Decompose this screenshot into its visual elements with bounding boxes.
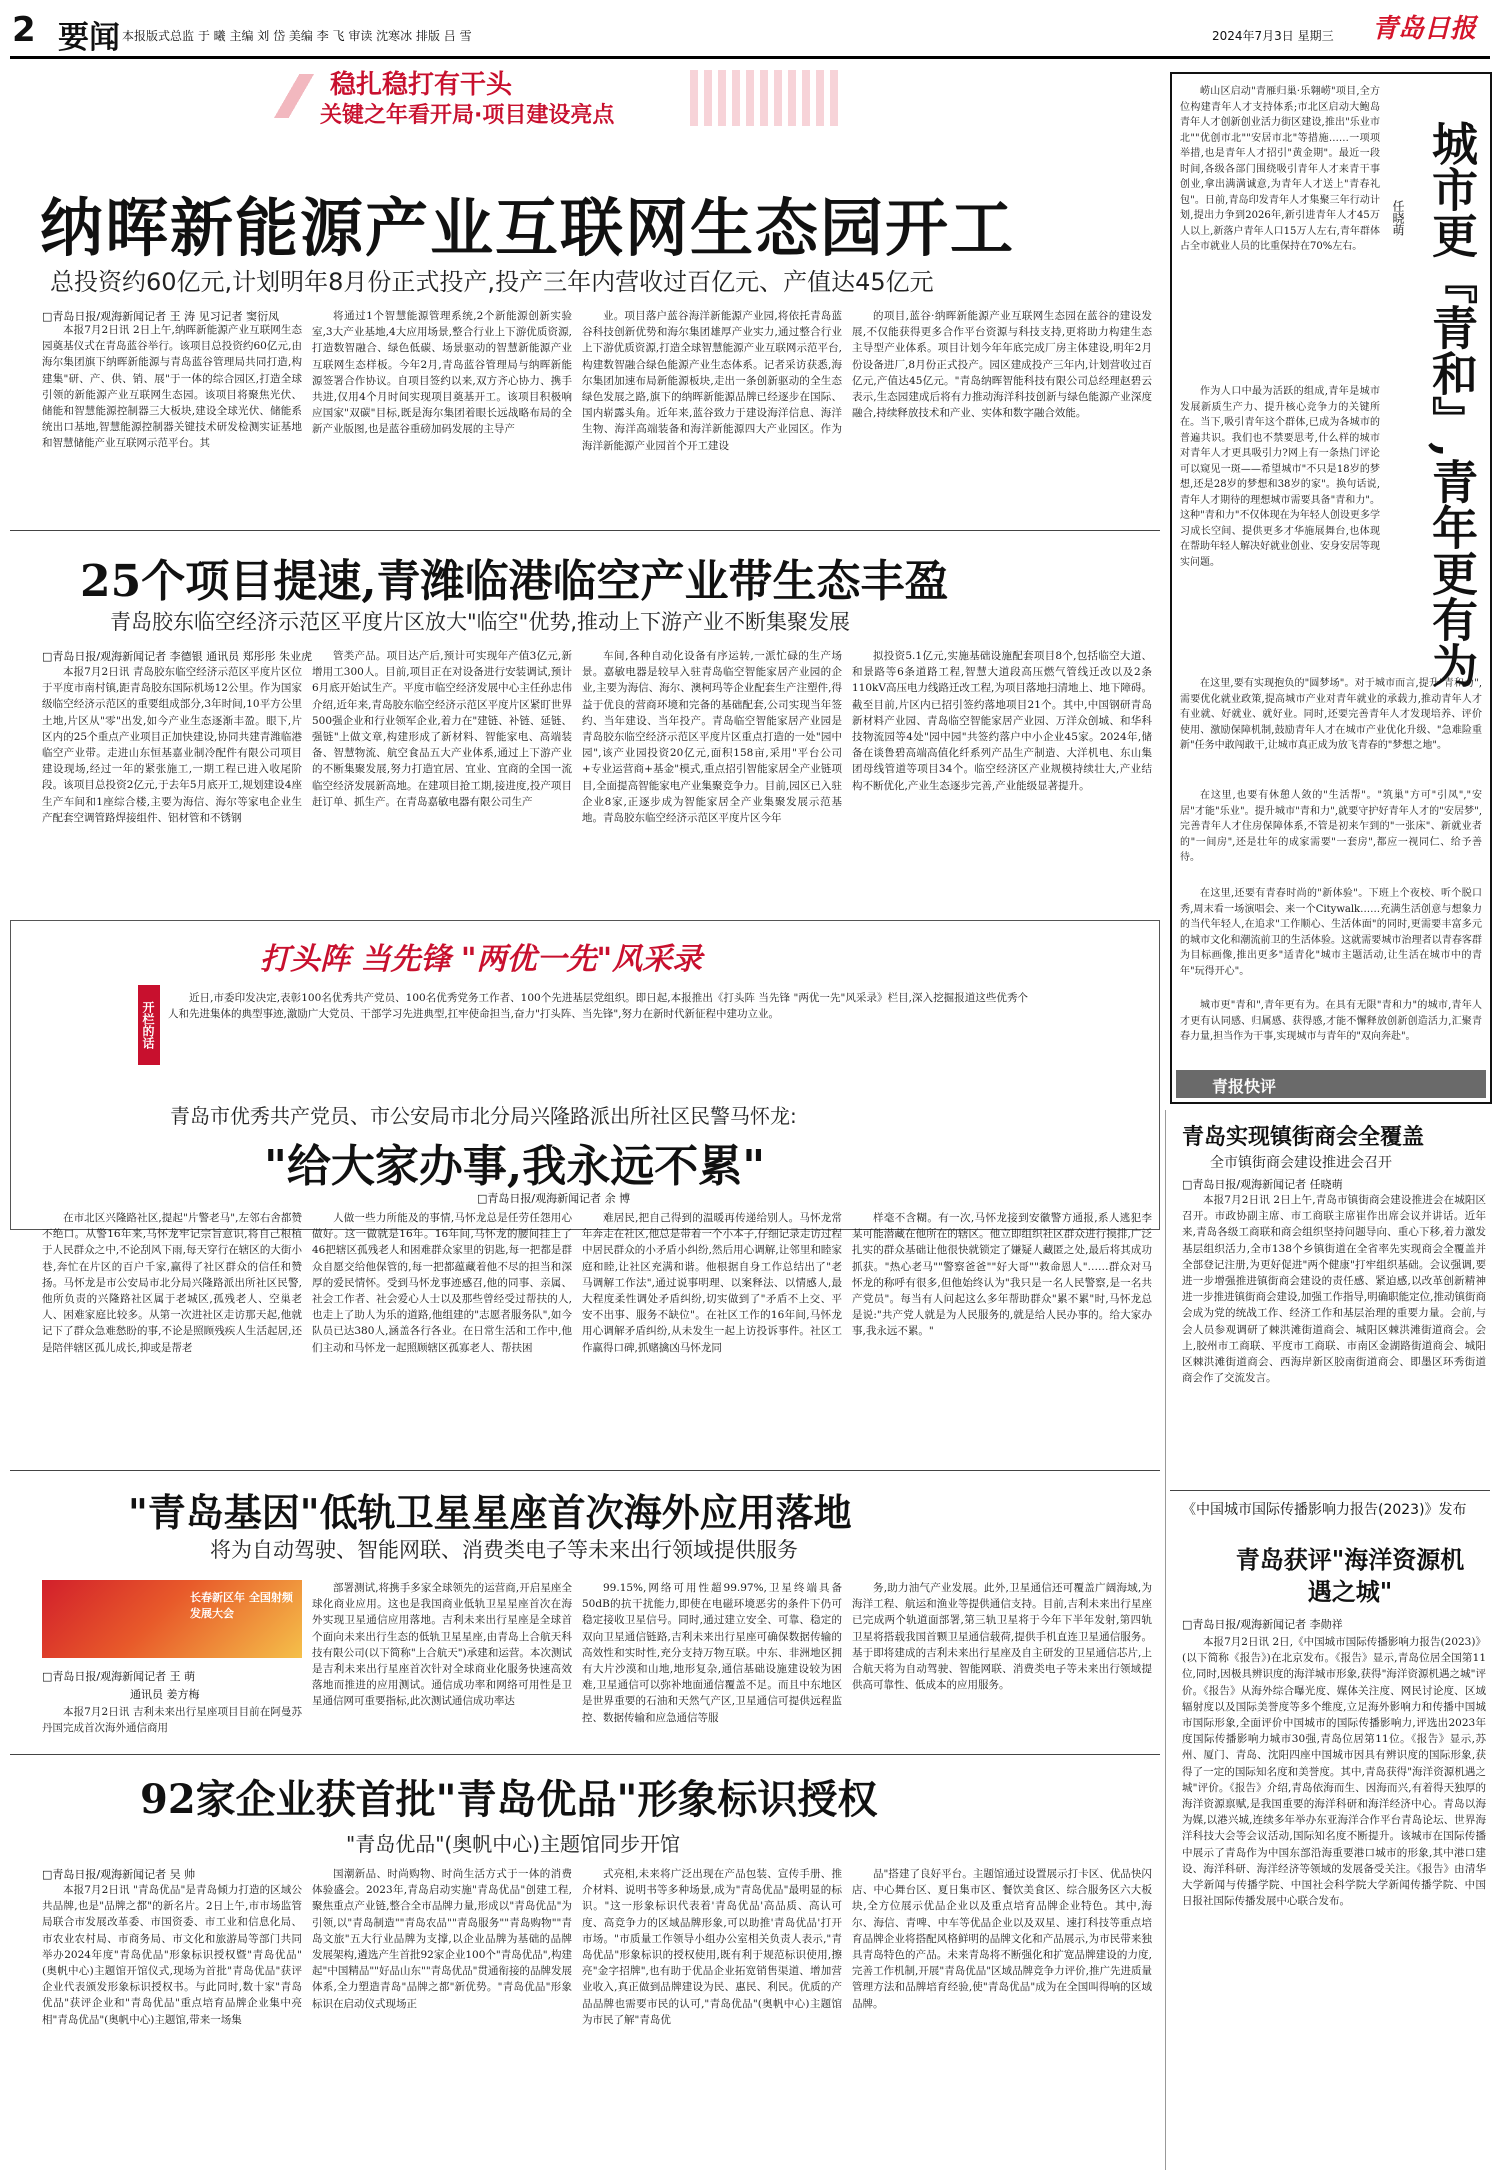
lead-column-1: 本报7月2日讯 2日上午,纳晖新能源产业互联网生态园奠基仪式在青岛蓝谷举行。该项目总投资约60亿元,由海尔集团旗下纳晖新能源与青岛蓝谷管理局共同打造,构建集"研、产、供、销、展"于一体的综合园区,打造全球引领的新能源产业互联网生态园。该项目将聚焦光伏、储能和智慧能源控制器三大板块,建设全球光伏、储能系统出口基地,智慧能源控制器关键技术研发检测实证基地和智慧储能产业互联网示范平台。其 xyxy=(42,324,302,450)
product-column-1: 本报7月2日讯 "青岛优品"是青岛倾力打造的区域公共品牌,也是"品牌之都"的新名片。2日上午,市市场监管局联合市发展改革委、市国资委、市工业和信息化局、市农业农村局、市商务局、市文化和旅游局等部门共同举办2024年度"青岛优品"形象标识授权暨"青岛优品"(奥帆中心)主题馆开馆仪式,现场为首批"青岛优品"获评企业代表颁发形象标识授权书。与此同时,数十家"青岛优品"获评企业和"青岛优品"重点培育品牌企业集中亮相"青岛优品"(奥帆中心)主题馆,带来一场集 xyxy=(42,1884,302,2026)
satellite-column-3: 99.15%,网络可用性超99.97%,卫星终端具备50dB的抗干扰能力,即使在电磁环境恶劣的条件下仍可稳定接收卫星信号。同时,通过建立安全、可靠、稳定的双向卫星通信链路,吉利未来出行星座可确保数据传输的高效性和实时性,充分支持万物互联。中东、非洲地区拥有大片沙漠和山地,地形复杂,通信基础设施建设较为困难,卫星通信可以弥补地面通信覆盖不足。而且中东地区是世界重要的石油和天然气产区,卫星通信可提供远程监控、数据传输和应急通信等服 xyxy=(582,1582,842,1724)
report-kicker: 《中国城市国际传播影响力报告(2023)》发布 xyxy=(1182,1502,1467,1518)
newspaper-logo: 青岛日报 xyxy=(1372,14,1477,44)
honor-kicker: 青岛市优秀共产党员、市公安局市北分局兴隆路派出所社区民警马怀龙: xyxy=(170,1104,797,1128)
product-headline: 92家企业获首批"青岛优品"形象标识授权 xyxy=(140,1776,878,1823)
masthead-rule xyxy=(10,56,1490,59)
second-column-1: 本报7月2日讯 青岛胶东临空经济示范区平度片区位于平度市南村镇,距青岛胶东国际机场12公里。作为国家级临空经济示范区的重要组成部分,3年时间,10平方公里土地,片区从"零"出发,如今产业生态逐渐丰盈。眼下,片区内的25个重点产业项目正加快建设,协同共建青潍临港临空产业带。走进山东恒基嘉业制冷配件有限公司项目建设现场,经过一年的紧张施工,一期工程已进入收尾阶段。该项目总投资2亿元,于去年5月底开工,规划建设4座生产车间和1座综合楼,主要为海信、海尔等家电企业生产配套空调管路焊接组件、铝材管和不锈钢 xyxy=(42,666,302,824)
chamber-subheadline: 全市镇街商会建设推进会召开 xyxy=(1210,1155,1392,1171)
lead-column-3: 业。项目落户蓝谷海洋新能源产业园,将依托青岛蓝谷科技创新优势和海尔集团雄厚产业实力,通过整合行业上下游优质资源,打造全球智慧能源产业互联网示范平台,构建数智融合绿色能源产业生态体系。记者采访获悉,海尔集团加速布局新能源板块,走出一条创新驱动的全生态绿色发展之路,旗下的纳晖新能源品牌已经逐步在国际、国内崭露头角。近年来,蓝谷致力于建设海洋信息、海洋生物、海洋高端装备和海洋新能源四大产业园区。作为海洋新能源产业园首个开工建设 xyxy=(582,310,842,452)
satellite-byline: □青岛日报/观海新闻记者 王 萌 xyxy=(42,1670,196,1683)
product-column-2: 国潮新品、时尚购物、时尚生活方式于一体的消费体验盛会。2023年,青岛启动实施"青岛优品"创建工程,聚焦重点产业链,整合全市品牌力量,形成以"青岛优品"为引领,以"青岛制造""青岛农品""青岛服务""青岛购物""青岛文旅"五大行业品牌为支撑,以企业品牌为基础的品牌发展架构,遴选产生首批92家企业100个"青岛优品",构建起"中国精品""好品山东""青岛优品"贯通衔接的品牌发展体系,全力塑造青岛"品牌之都"新优势。"青岛优品"形象标识在启动仪式现场正 xyxy=(312,1868,572,2010)
commentary-footer-badge: 青报快评 xyxy=(1212,1077,1277,1096)
chamber-body: 本报7月2日讯 2日上午,青岛市镇街商会建设推进会在城阳区召开。市政协副主席、市工商联主席崔作出席会议并讲话。近年来,青岛各级工商联和商会组织坚持问题导向、重心下移,着力激发基层组织活力,全市138个乡镇街道在全省率先实现商会全覆盖并全部登记注册,为更好促进"两个健康"打牢组织基础。会议强调,要进一步增强推进镇街商会建设的责任感、紧迫感,以改革创新精神进一步推进镇街商会建设,加强工作指导,明确职能定位,推动镇街商会成为党的统战工作、经济工作和基层治理的重要力量。会前,与会人员参观调研了棘洪滩街道商会、城阳区棘洪滩街道商会。会上,胶州市工商联、平度市工商联、市南区金湖路街道商会、城阳区棘洪滩街道商会、西海岸新区胶南街道商会、即墨区环秀街道商会作了交流发言。 xyxy=(1182,1194,1486,1385)
honor-column-3: 难居民,把自己得到的温暖再传递给别人。马怀龙常年奔走在社区,他总是带着一个小本子,仔细记录走访过程中居民群众的小矛盾小纠纷,然后用心调解,让邻里和睦家庭和睦,让社区充满和谐。他根据自身工作总结出了"老马调解工作法",通过说事明理、以案释法、以情感人,最大程度柔性调处矛盾纠纷,切实做到了"矛盾不上交、平安不出事、服务不缺位"。在社区工作的16年间,马怀龙用心调解矛盾纠纷,从未发生一起上访投诉事件。社区工作赢得口碑,抓赌擒凶马怀龙同 xyxy=(582,1212,842,1354)
commentary-para-1: 崂山区启动"青雁归巢·乐翱崂"项目,全方位构建青年人才支持体系;市北区启动大鲍岛青年人才创新创业活力街区建设,推出"乐业市北""优创市北""安居市北"等措施……一项项举措,也是青年人才招引"黄金期"。最近一段时间,各级各部门围绕吸引青年人才来青干事创业,拿出满满诚意,为青年人才送上"青春礼包"。日前,青岛印发青年人才集聚三年行动计划,提出力争到2026年,新引进青年人才45万人以上,新落户青年人口15万人左右,青年群体占全市就业人员的比重保持在70%左右。 xyxy=(1180,86,1380,252)
second-subheadline: 青岛胶东临空经济示范区平度片区放大"临空"优势,推动上下游产业不断集聚发展 xyxy=(110,610,850,634)
honor-banner: 打头阵 当先锋 "两优一先"风采录 xyxy=(260,942,703,977)
lead-subheadline: 总投资约60亿元,计划明年8月份正式投产,投产三年内营收过百亿元、产值达45亿元 xyxy=(50,268,934,296)
chamber-headline: 青岛实现镇街商会全覆盖 xyxy=(1182,1124,1425,1150)
commentary-para-5: 在这里,还要有青春时尚的"新体验"。下班上个夜校、听个脱口秀,周末看一场演唱会、来一个Citywalk……充满生活创意与想象力的当代年轻人,在追求"工作顺心、生活体面"的同时,更需要丰富多元的城市文化和潮流前卫的生活体验。这就需要城市治理者以青春客群为目标画像,推出更多"适青化"城市主题活动,让生活在城市中的青年"玩得开心"。 xyxy=(1180,888,1482,977)
divider xyxy=(10,530,1160,531)
satellite-column-2: 部署测试,将携手多家全球领先的运营商,开启星座全球化商业应用。这也是我国商业低轨卫星星座首次在海外实现卫星通信应用落地。吉利未来出行星座是全球首个面向未来出行生态的低轨卫星星座,由青岛上合航天科技有限公司(以下简称"上合航天")承建和运营。本次测试是吉利未来出行星座首次针对全球商业化服务快速高效落地而推进的应用测试。通信成功率和网络可用性是卫星通信网可重要指标,此次测试通信成功率达 xyxy=(312,1582,572,1708)
lead-byline: □青岛日报/观海新闻记者 王 涛 见习记者 窦衍凤 xyxy=(42,310,280,323)
honor-column-4: 样毫不含糊。有一次,马怀龙接到安徽警方通报,系人逃犯李某可能潜藏在他所在的辖区。他立即组织社区群众进行摸排,广泛扎实的群众基础让他很快就锁定了嫌疑人藏匿之处,最后将其成功抓获。"热心老马""警察爸爸""好大哥""救命恩人"……群众对马怀龙的称呼有很多,但他始终认为"我只是一名人民警察,是一名共产党员"。每当有人问起这么多年帮助群众"累不累"时,马怀龙总是说:"共产党人就是为人民服务的,就是给人民办事的。给大家办事,我永远不累。" xyxy=(852,1212,1152,1338)
column-intro-text: 近日,市委印发决定,表彰100名优秀共产党员、100名优秀党务工作者、100个先进基层党组织。即日起,本报推出《打头阵 当先锋 "两优一先"风采录》栏目,深入挖掘报道这些优秀个人和先进集体的典型事迹,激励广大党员、干部学习先进典型,扛牢使命担当,奋力"打头阵、当先锋",努力在新时代新征程中建功立业。 xyxy=(168,992,1028,1021)
divider xyxy=(10,1470,1160,1471)
lead-column-2: 将通过1个智慧能源管理系统,2个新能源创新实验室,3大产业基地,4大应用场景,整合行业上下游优质资源,打造数智融合、绿色低碳、场景驱动的智慧新能源产业互联网生态样板。今年2月,青岛蓝谷管理局与纳晖新能源签署合作协议。自项目签约以来,双方齐心协力、携手共进,仅用4个月时间实现项目奠基开工。该项目积极响应国家"双碳"目标,既是海尔集团着眼长远战略布局的全新产业版图,也是蓝谷重磅加码发展的主导产 xyxy=(312,310,572,436)
issue-date: 2024年7月3日 星期三 xyxy=(1212,29,1334,43)
section-name: 要闻 xyxy=(58,20,120,56)
lead-kicker-sub: 关键之年看开局·项目建设亮点 xyxy=(320,103,615,128)
second-byline: □青岛日报/观海新闻记者 李德银 通讯员 郑彤彤 朱业虎 xyxy=(42,650,313,663)
second-column-2: 管类产品。项目达产后,预计可实现年产值3亿元,新增用工300人。目前,项目正在对设备进行安装调试,预计6月底开始试生产。平度市临空经济发展中心主任孙忠伟介绍,近年来,青岛胶东临空经济示范区平度片区紧盯世界500强企业和行业领军企业,着力在"建链、补链、延链、强链"上做文章,构建形成了新材料、智能家电、高端装备、智慧物流、航空食品五大产业体系,通过上下游产业的不断集聚发展,努力打造宜居、宜业、宜商的全国一流临空经济发展新高地。在建项目抢工期,接进度,投产项目赶订单、抓生产。在青岛嘉敏电器有限公司生产 xyxy=(312,650,572,808)
satellite-column-1: 本报7月2日讯 吉利未来出行星座项目目前在阿曼苏丹国完成首次海外通信商用 xyxy=(42,1706,302,1735)
satellite-subheadline: 将为自动驾驶、智能网联、消费类电子等未来出行领域提供服务 xyxy=(210,1538,798,1562)
commentary-title: 城市更『青和』,青年更有为 xyxy=(1425,120,1479,689)
second-headline: 25个项目提速,青潍临港临空产业带生态丰盈 xyxy=(80,556,949,607)
honor-column-2: 人做一些力所能及的事情,马怀龙总是任劳任怨用心做好。这一做就是16年。16年间,马怀龙的腰间挂上了46把辖区孤残老人和困难群众家里的钥匙,每一把都是群众自愿交给他保管的,每一把都蕴藏着他不尽的担当和深厚的爱民情怀。受到马怀龙事迹感召,他的同事、亲属、社会工作者、社会爱心人士以及那些曾经受过帮扶的人,也走上了助人为乐的道路,他组建的"志愿者服务队",如今队员已达380人,涵盖各行各业。在日常生活和工作中,他们主动和马怀龙一起照顾辖区孤寡老人、帮扶困 xyxy=(312,1212,572,1354)
satellite-column-4: 务,助力油气产业发展。此外,卫星通信还可覆盖广阔海域,为海洋工程、航运和渔业等提供通信支持。目前,吉利未来出行星座已完成两个轨道面部署,第三轨卫星将于今年下半年发射,第四轨卫星将搭载我国首颗卫星通信载荷,提供手机直连卫星通信服务。基于即将建成的吉利未来出行星座及自主研发的卫星通信芯片,上合航天将为自动驾驶、智能网联、消费类电子等未来出行领域提供高可靠性、低成本的应用服务。 xyxy=(852,1582,1152,1692)
masthead xyxy=(0,0,1500,60)
honor-byline: □青岛日报/观海新闻记者 余 博 xyxy=(477,1192,631,1205)
divider xyxy=(1170,1490,1490,1491)
column-intro-tag: 开栏的话 xyxy=(138,985,160,1065)
product-column-4: 品"搭建了良好平台。主题馆通过设置展示打卡区、优品快闪店、中心舞台区、夏日集市区、餐饮美食区、综合服务区六大板块,全方位展示优品企业以及重点培育品牌企业特色。其中,海尔、海信、青啤、中车等优品企业以及双星、速打科技等重点培育品牌企业将搭配风格鲜明的品牌文化和产品展示,为市民带来独具青岛特色的产品。未来青岛将不断强化和扩宽品牌建设的力度,完善工作机制,开展"青岛优品"区域品牌竞争力评价,推广先进质量管理方法和品牌培育经验,使"青岛优品"成为在全国叫得响的区域品牌。 xyxy=(852,1868,1152,2010)
chamber-byline: □青岛日报/观海新闻记者 任晓萌 xyxy=(1182,1178,1343,1191)
lead-kicker-main: 稳扎稳打有干头 xyxy=(330,70,513,100)
divider xyxy=(10,1754,1160,1755)
kicker-ribbon-graphic xyxy=(270,74,318,118)
second-column-3: 车间,各种自动化设备有序运转,一派忙碌的生产场景。嘉敏电器是较早入驻青岛临空智能家居产业园的企业,主要为海信、海尔、澳柯玛等企业配套生产注塑件,得益于优良的营商环境和完备的基础配套,公司实现当年签约、当年建设、当年投产。青岛临空智能家居产业园是青岛胶东临空经济示范区平度片区重点打造的一处"园中园",该产业园投资20亿元,面积158亩,采用"平台公司+专业运营商+基金"模式,重点招引智能家居全产业链项目,全面提高智能家电产业集聚竞争力。目前,园区已入驻企业8家,正逐步成为智能家居全产业集聚发展示范基地。青岛胶东临空经济示范区平度片区今年 xyxy=(582,650,842,825)
report-headline: 青岛获评"海洋资源机遇之城" xyxy=(1235,1545,1465,1606)
column-divider xyxy=(1165,1110,1166,2170)
honor-headline: "给大家办事,我永远不累" xyxy=(264,1141,766,1192)
lead-column-4: 的项目,蓝谷·纳晖新能源产业互联网生态园在蓝谷的建设发展,不仅能获得更多合作平台资源与科技支持,更将助力构建生态主导型产业体系。项目计划今年年底完成厂房主体建设,明年2月份设备进厂,8月份正式投产。园区建成投产三年内,计划营收过百亿元,产值达45亿元。"青岛纳晖智能科技有限公司总经理赵碧云表示,生态园建成后将有力推动海洋科技创新与绿色能源产业深度融合,持续释放技术和产业、实体和数字融合效能。 xyxy=(852,310,1152,420)
satellite-photo-caption: 长春新区年 全国射频发展大会 xyxy=(190,1591,293,1620)
product-column-3: 式亮相,未来将广泛出现在产品包装、宣传手册、推介材料、说明书等多种场景,成为"青岛优品"最明显的标识。"这一形象标识代表着'青岛优品'高品质、高认可度、高竞争力的区域品牌形象,可以助推'青岛优品'打开市场。"市质量工作领导小组办公室相关负责人表示,"青岛优品"形象标识的授权使用,既有利于规范标识使用,擦亮"金字招牌",也有助于优品企业拓宽销售渠道、增加营业收入,真正做到品牌建设为民、惠民、利民。优质的产品品牌也需要市民的认可,"青岛优品"(奥帆中心)主题馆为市民了解"青岛优 xyxy=(582,1868,842,2026)
satellite-byline-2: 通讯员 姜方梅 xyxy=(130,1688,200,1701)
commentary-author: 任晓萌 xyxy=(1391,200,1405,236)
page-number: 2 xyxy=(12,10,36,50)
second-column-4: 拟投资5.1亿元,实施基础设施配套项目8个,包括临空大道、和景路等6条道路工程,智慧大道段高压燃气管线迁改以及2条110kV高压电力线路迁改工程,为项目落地扫清地上、地下障碍。截至目前,片区内已招引签约落地项目21个。其中,中国钢研青岛新材料产业园、青岛临空智能家居产业园、万洋众创城、和华科技物流园等4处"园中园"共签约落户中小企业45家。2024年,储备在谈鲁碧高端高值化纤系列产品生产制造、大洋机电、东山集团母线管道等项目34个。临空经济区产业规模持续壮大,产业结构不断优化,产业生态逐步完善,产业能级显著提升。 xyxy=(852,650,1152,792)
product-byline: □青岛日报/观海新闻记者 吴 帅 xyxy=(42,1868,196,1881)
product-subheadline: "青岛优品"(奥帆中心)主题馆同步开馆 xyxy=(346,1832,681,1856)
skyline-graphic xyxy=(690,70,840,126)
report-byline: □青岛日报/观海新闻记者 李勋祥 xyxy=(1182,1618,1343,1631)
satellite-headline: "青岛基因"低轨卫星星座首次海外应用落地 xyxy=(128,1490,852,1535)
commentary-para-6: 城市更"青和",青年更有为。在具有无限"青和力"的城市,青年人才更有认同感、归属感、获得感,才能不懈释放创新创造活力,汇聚青春力量,担当作为干事,实现城市与青年的"双向奔赴"。 xyxy=(1180,1000,1482,1042)
honor-column-1: 在市北区兴隆路社区,提起"片警老马",左邻右舍都赞不绝口。从警16年来,马怀龙牢记宗旨意识,将自己根植于人民群众之中,不论刮风下雨,每天穿行在辖区的大街小巷,奔忙在片区的百户千家,赢得了社区群众的信任和赞扬。马怀龙是市公安局市北分局兴隆路派出所社区民警,他所负责的兴隆路社区属于老城区,孤残老人、空巢老人、困难家庭比较多。从第一次进社区走访那天起,他就记下了群众急难愁盼的事,不论是照顾残疾人生活起居,还是陪伴辖区孤儿成长,抑或是帮老 xyxy=(42,1212,302,1354)
lead-headline: 纳晖新能源产业互联网生态园开工 xyxy=(40,191,1015,265)
commentary-para-4: 在这里,也要有休憩人敛的"生活帮"。"筑巢"方可"引凤","安居"才能"乐业"。提升城市"青和力",就要守护好青年人才的"安居梦",完善青年人才住房保障体系,不管是初来乍到的"一张床"、新就业者的"一间房",还是壮年的成家需要"一套房",都应一视同仁、给予善待。 xyxy=(1180,790,1482,863)
editorial-credits: 本报版式总监 于 曦 主编 刘 岱 美编 李 飞 审读 沈寒冰 排版 吕 雪 xyxy=(122,29,472,43)
commentary-para-3: 在这里,要有实现抱负的"圆梦场"。对于城市而言,提升"青和力",需要优化就业政策,提高城市产业对青年就业的承载力,推动青年人才有业就、好就业、就好业。同时,还要完善青年人才发现培养、评价使用、激励保障机制,鼓励青年人才在城市产业优化升级、"急难险重新"任务中敢闯敢干,让城市真正成为放飞青春的"梦想之地"。 xyxy=(1180,678,1482,751)
commentary-para-2: 作为人口中最为活跃的组成,青年是城市发展新质生产力、提升核心竞争力的关键所在。当下,吸引青年这个群体,已成为各城市的普遍共识。我们也不禁要思考,什么样的城市对青年人才更具吸引力?网上有一条热门评论可以窥见一斑——希望城市"不只是18岁的梦想,还是28岁的梦想和38岁的家"。换句话说,青年人才期待的理想城市需要具备"青和力"。这种"青和力"不仅体现在为年轻人创设更多学习成长空间、提供更多才华施展舞台,也体现在帮助年轻人解决好就业创业、安身安居等现实问题。 xyxy=(1180,386,1380,568)
report-body: 本报7月2日讯 2日,《中国城市国际传播影响力报告(2023)》(以下简称《报告》)在北京发布。《报告》显示,青岛位居全国第11位,同时,因极具辨识度的海洋城市形象,获得"海洋资源机遇之城"评价。《报告》从海外综合曝光度、媒体关注度、网民讨论度、区域辐射度以及国际美誉度等多个维度,立足海外影响力和传播中国城市国际形象,全面评价中国城市的国际传播影响力,评选出2023年度国际传播影响力城市30强,青岛位居第11位。《报告》显示,苏州、厦门、青岛、沈阳四座中国城市因具有辨识度的国际形象,获得了一定的国际知名度和美誉度。其中,青岛获得"海洋资源机遇之城"评价。《报告》介绍,青岛依海而生、因海而兴,有着得天独厚的海洋资源禀赋,是我国重要的海洋科研和海洋经济中心。青岛以海为媒,以港兴城,连续多年举办东亚海洋合作平台青岛论坛、世界海洋科技大会等会议活动,国际知名度不断提升。该城市在国际传播中展示了青岛作为中国东部沿海重要港口城市的形象,其中港口建设、海洋科研、海洋经济等领域的发展备受关注。《报告》由清华大学新闻与传播学院、中国社会科学院大学新闻传播学院、中国日报社国际传播发展中心联合发布。 xyxy=(1182,1636,1486,1908)
